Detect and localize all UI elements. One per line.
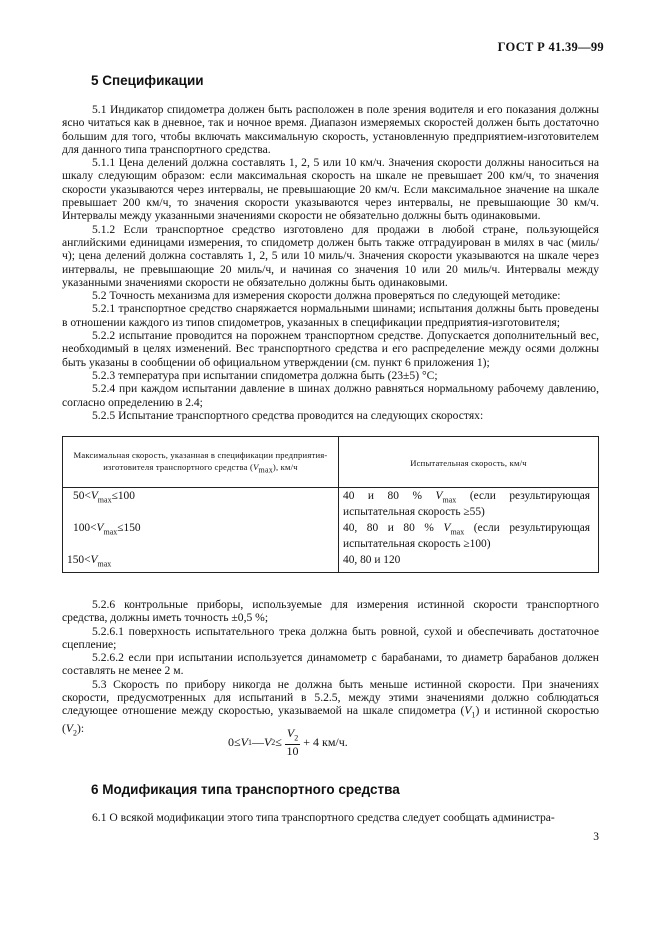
paragraph-6-1: 6.1 О всякой модификации этого типа транспортного средства следует сообщать администра-: [92, 811, 555, 824]
paragraph-5-2-6: 5.2.6 контрольные приборы, используемые для измерения истинной скорости транспортного средства, должны иметь точность ±0,5 %;: [62, 598, 599, 625]
paragraph-5-1-1: 5.1.1 Цена делений должна составлять 1, 2, 5 или 10 км/ч. Значения скорости должны наноситься на шкалу следующим образом: если максимальная скорость на шкале не превышает 200 км/ч, то значения скорости указываются через интервалы, не превышающие 20 км/ч. Если максимальное значение на шкале превышает 200 км/ч, то значения скорости указываются через интервалы, не превышающие 30 км/ч. Интервалы между указанными значениями скорости не обязательно должны быть одинаковыми.: [62, 156, 599, 223]
paragraph-5-1: 5.1 Индикатор спидометра должен быть расположен в поле зрения водителя и его показания должны ясно читаться как в дневное, так и ночное время. Диапазон измеряемых скоростей должен быть достаточно большим для того, чтобы включать максимальную скорость, установленную предприятием-изготовителем для данного типа транспортного средства.: [62, 103, 599, 156]
paragraph-5-2-5: 5.2.5 Испытание транспортного средства проводится на следующих скоростях:: [92, 408, 484, 422]
paragraph-5-2-1: 5.2.1 транспортное средство снаряжается нормальными шинами; испытания должны быть проведены в отношении каждого из типов спидометров, указанных в спецификации предприятия-изготовителя;: [62, 302, 599, 329]
paragraph-5-2-3: 5.2.3 температура при испытании спидометра должна быть (23±5) °С;: [92, 368, 438, 382]
table-cell-max-speed: $150<V_{max}$: [63, 552, 339, 572]
paragraph-5-2-6-2: 5.2.6.2 если при испытании используется динамометр с барабанами, то диаметр барабанов должен составлять не менее 2 м.: [62, 651, 599, 678]
table-row: [63, 520, 599, 552]
table-cell-max-speed: $50<V_{max}\le 100$: [63, 487, 339, 520]
table-cell-test-speed: 40 и 80 % $V_{max}$ (если результирующая испытательная скорость ≥55): [339, 487, 599, 520]
paragraph-5-2: 5.2 Точность механизма для измерения скорости должна проверяться по следующей методике:: [92, 289, 561, 303]
table-cell-test-speed: 40, 80 и 120: [339, 552, 599, 572]
formula-fraction: $\frac{V_2}{10}$: [286, 726, 299, 759]
paragraph-5-3: 5.3 Скорость по прибору никогда не должна быть меньше истинной скорости. При значениях скорости, предусмотренных для испытаний в 5.2.5, между этими значениями должно соблюдаться следующее отношение между скоростью, указываемой на шкале спидометра $(V_1)$ и истинной скоростью $(V_2)$:: [62, 677, 599, 738]
table-header-test-speed: Испытательная скорость, км/ч: [339, 437, 599, 488]
table-header-max-speed: Максимальная скорость, указанная в спецификации предприятия-изготовителя транспортного средства $(V_{max})$, км/ч: [63, 437, 339, 488]
paragraph-5-2-4: 5.2.4 при каждом испытании давление в шинах должно равняться нормальному рабочему давлению, согласно определению в 2.4;: [62, 382, 599, 409]
document-code: ГОСТ Р 41.39—99: [497, 40, 604, 54]
paragraph-5-1-2: 5.1.2 Если транспортное средство изготовлено для продажи в любой стране, пользующейся английскими единицами измерения, то спидометр должен быть также отградуирован в милях в час (миль/ч); цена делений должна составлять 1, 2, 5 или 10 миль/ч. Значения скорости указываются на шкале через интервалы, не превышающие 20 миль/ч, и начиная со значения 10 или 20 миль/ч. Интервалы между указанными значениями скорости не обязательно должны быть одинаковыми.: [62, 222, 599, 289]
table-cell-max-speed: $100<V_{max}\le 150$: [63, 520, 339, 552]
paragraph-5-2-2: 5.2.2 испытание проводится на порожнем транспортном средстве. Допускается дополнительный вес, необходимый в целях изменений. Вес транспортного средства и его распределение между осями должны быть указаны в сообщении об официальном утверждении (см. пункт 6 приложения 1);: [62, 329, 599, 369]
section-6-title: 6 Модификация типа транспортного средства: [91, 782, 400, 797]
section-6-body: [62, 811, 599, 824]
test-speed-table: [62, 436, 599, 573]
section-5-body: [62, 103, 599, 422]
table-row: [63, 487, 599, 520]
page-number: 3: [593, 831, 599, 843]
table-row: [63, 552, 599, 572]
section-5-title: 5 Спецификации: [91, 73, 204, 88]
section-5-body-continued: [62, 598, 599, 740]
speed-formula: 0≤ V 1 — V 2 ≤ $\frac{V_2}{10}$ + 4 км/ч.: [228, 726, 348, 759]
paragraph-5-2-6-1: 5.2.6.1 поверхность испытательного трека должна быть ровной, сухой и обеспечивать достаточное сцепление;: [62, 624, 599, 651]
table-cell-test-speed: 40, 80 и 80 % $V_{max}$ (если результирующая испытательная скорость ≥100): [339, 520, 599, 552]
